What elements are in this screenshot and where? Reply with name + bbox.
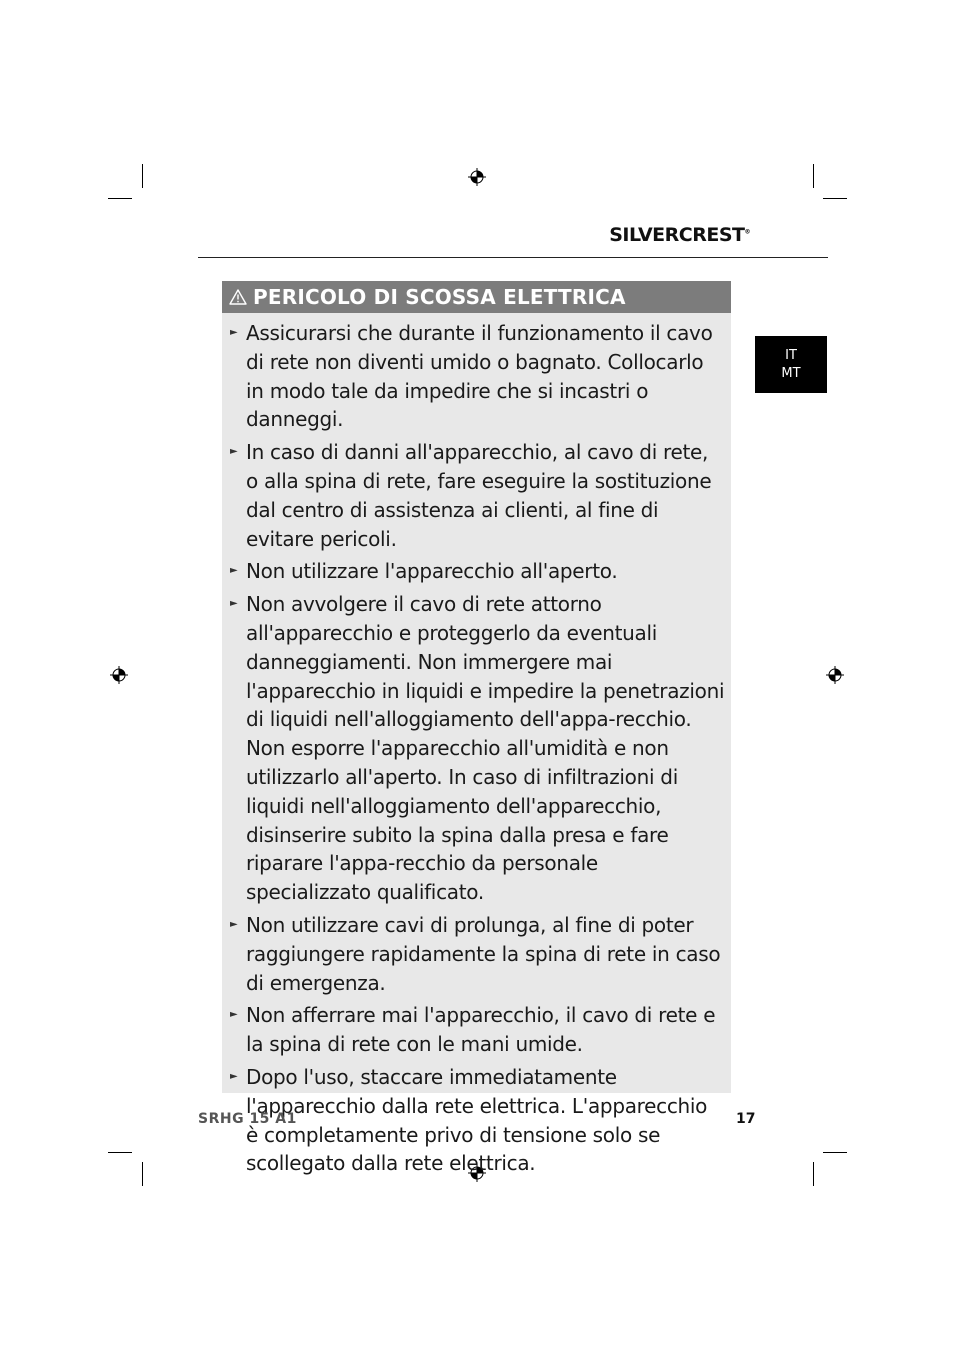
bullet-arrow-icon: ► [230, 598, 238, 610]
bullet-arrow-icon: ► [230, 327, 238, 338]
brand-name-part: SILVER [609, 224, 679, 246]
brand-name-part: CREST [678, 224, 745, 246]
model-number: SRHG 15 A1 [198, 1111, 297, 1127]
crop-mark [108, 1152, 132, 1153]
list-item-text: Assicurarsi che durante il funzionamento il cavo di rete non diventi umido o bagnato. Collocarlo in modo tale da impedire che si incastri o danneggi. [246, 321, 713, 432]
list-item [226, 438, 725, 553]
bullet-arrow-icon: ► [230, 446, 238, 458]
bullet-arrow-icon: ► [230, 1070, 238, 1082]
list-item-text: Non avvolgere il cavo di rete attorno all'apparecchio e proteggerlo da eventuali danneggiamenti. Non immergere mai l'apparecchio in liquidi e impedire la penetrazioni di liquidi nell'alloggiamento dell'appa-recchio. Non esporre l'apparecchio all'umidità e non utilizzarlo all'aperto. In caso di infiltrazioni di liquidi nell'alloggiamento dell'apparecchio, disinserire subito la spina dalla presa e fare riparare l'appa-recchio da personale specializzato qualificato. [246, 592, 725, 905]
bullet-arrow-icon: ► [230, 918, 238, 930]
crop-mark [142, 164, 143, 188]
language-code: IT [785, 347, 797, 363]
list-item [226, 911, 725, 997]
list-item-text: Non utilizzare l'apparecchio all'aperto. [246, 559, 618, 584]
brand-logo [600, 224, 750, 250]
header-rule [198, 257, 828, 258]
crop-mark [813, 1162, 814, 1186]
list-item [226, 590, 725, 907]
list-item-text: Non afferrare mai l'apparecchio, il cavo di rete e la spina di rete con le mani umide. [246, 1003, 716, 1057]
bullet-arrow-icon: ► [230, 1009, 238, 1021]
language-tab [755, 336, 827, 393]
list-item-text: Non utilizzare cavi di prolunga, al fine di poter raggiungere rapidamente la spina di rete in caso di emergenza. [246, 912, 721, 995]
crop-mark [108, 198, 132, 199]
list-item-text: In caso di danni all'apparecchio, al cavo di rete, o alla spina di rete, fare eseguire la sostituzione dal centro di assistenza ai clienti, al fine di evitare pericoli. [246, 440, 712, 551]
crop-mark [823, 1152, 847, 1153]
list-item-text: Dopo l'uso, staccare immediatamente l'apparecchio dalla rete elettrica. L'apparecchio è completamente privo di tensione solo se scollegato dalla rete elettrica. [246, 1064, 708, 1176]
language-code: MT [781, 365, 801, 381]
warning-header [222, 281, 731, 313]
bullet-arrow-icon: ► [230, 565, 238, 577]
registration-mark-icon [826, 666, 844, 684]
registration-mark-icon [468, 168, 486, 186]
list-item [226, 319, 725, 434]
page-number: 17 [736, 1111, 756, 1127]
list-item [226, 1001, 725, 1059]
warning-triangle-icon [229, 289, 247, 305]
warning-title: PERICOLO DI SCOSSA ELETTRICA [253, 285, 626, 309]
registration-mark-icon [110, 666, 128, 684]
warning-list [222, 313, 731, 1178]
registered-mark: ® [744, 228, 750, 236]
crop-mark [142, 1162, 143, 1186]
list-item [226, 557, 725, 586]
crop-mark [823, 198, 847, 199]
list-item [226, 1063, 725, 1178]
crop-mark [813, 164, 814, 188]
